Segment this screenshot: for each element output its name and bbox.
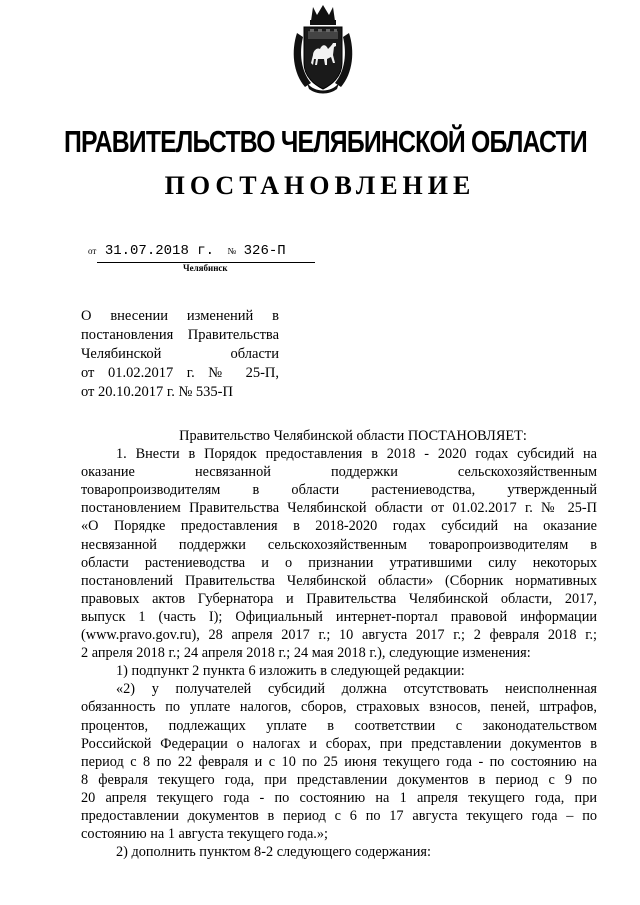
document-body [81, 427, 597, 861]
government-title: ПРАВИТЕЛЬСТВО ЧЕЛЯБИНСКОЙ ОБЛАСТИ [64, 124, 587, 159]
document-number: 326-П [243, 243, 286, 259]
paragraph-line: несвязанной поддержки сельскохозяйственным товаропроизводителям в [81, 536, 597, 553]
date-prefix: от [88, 246, 97, 256]
paragraph-line: выпуск 1 (часть I); Официальный интернет-портал правовой информации [81, 608, 597, 625]
subject-line: Челябинской области [81, 346, 279, 362]
number-prefix: № [227, 246, 237, 256]
coat-of-arms-icon [291, 3, 355, 95]
paragraph-line: процентов, подлежащих уплате в соответствии с законодательством [81, 717, 597, 734]
paragraph-line: период с 8 по 22 февраля и с 10 по 25 июня текущего года - по состоянию на [81, 753, 597, 770]
paragraph-line: «2) у получателей субсидий должна отсутствовать неисполненная [116, 681, 597, 698]
paragraph-line: правовых актов Губернатора и Правительства Челябинской области, 2017, [81, 590, 597, 607]
paragraph-line: Российской Федерации о налогах и сборах, при представлении документов в [81, 735, 597, 752]
paragraph-line: (www.pravo.gov.ru), 28 апреля 2017 г.; 10 августа 2017 г.; 2 февраля 2018 г.; [81, 627, 597, 644]
subject-line: О внесении изменений в [81, 308, 279, 324]
document-type: ПОСТАНОВЛЕНИЕ [164, 171, 476, 200]
paragraph-line: товаропроизводителям в области растениеводства, утвержденный [81, 482, 597, 499]
paragraph-line: 8 февраля текущего года, при представлении документов в период с 9 по [81, 771, 597, 788]
paragraph-line: 1. Внести в Порядок предоставления в 2018 - 2020 годах субсидий на [116, 446, 597, 463]
paragraph-line: предоставлении документов в период с 6 по 17 августа текущего года – по [81, 807, 597, 824]
subject-line: постановления Правительства [81, 327, 279, 343]
paragraph-line: «О Порядке предоставления в 2018-2020 годах субсидий на оказание [81, 518, 597, 535]
enacting-clause: Правительство Челябинской области ПОСТАНОВЛЯЕТ: [179, 428, 527, 444]
paragraph-line: состоянию на 1 августа текущего года.»; [81, 826, 328, 843]
document-subject [81, 307, 279, 402]
paragraph-line: обязанность по уплате налогов, сборов, страховых взносов, пеней, штрафов, [81, 699, 597, 716]
paragraph-line: 2 апреля 2018 г.; 24 апреля 2018 г.; 24 мая 2018 г.), следующие изменения: [81, 645, 531, 662]
paragraph-line: постановлением Правительства Челябинской области от 01.02.2017 г. № 25-П [81, 500, 597, 517]
paragraph-line: постановлений Правительства Челябинской области» (Сборник нормативных [81, 572, 597, 589]
paragraph-line: оказание несвязанной поддержки сельскохозяйственным [81, 464, 597, 481]
paragraph-line: 1) подпункт 2 пункта 6 изложить в следующей редакции: [116, 663, 465, 680]
paragraph-line: области растениеводства и о признании утратившими силу некоторых [81, 554, 597, 571]
paragraph-line: 20 апреля текущего года - по состоянию на 1 апреля текущего года, при [81, 789, 597, 806]
subject-line: от 20.10.2017 г. № 535-П [81, 384, 233, 400]
city-label: Челябинск [183, 263, 228, 273]
subject-line: от 01.02.2017 г. № 25-П, [81, 365, 279, 381]
document-date: 31.07.2018 г. [104, 243, 215, 259]
document-meta [88, 243, 286, 259]
paragraph-line: 2) дополнить пунктом 8-2 следующего содержания: [116, 844, 431, 861]
